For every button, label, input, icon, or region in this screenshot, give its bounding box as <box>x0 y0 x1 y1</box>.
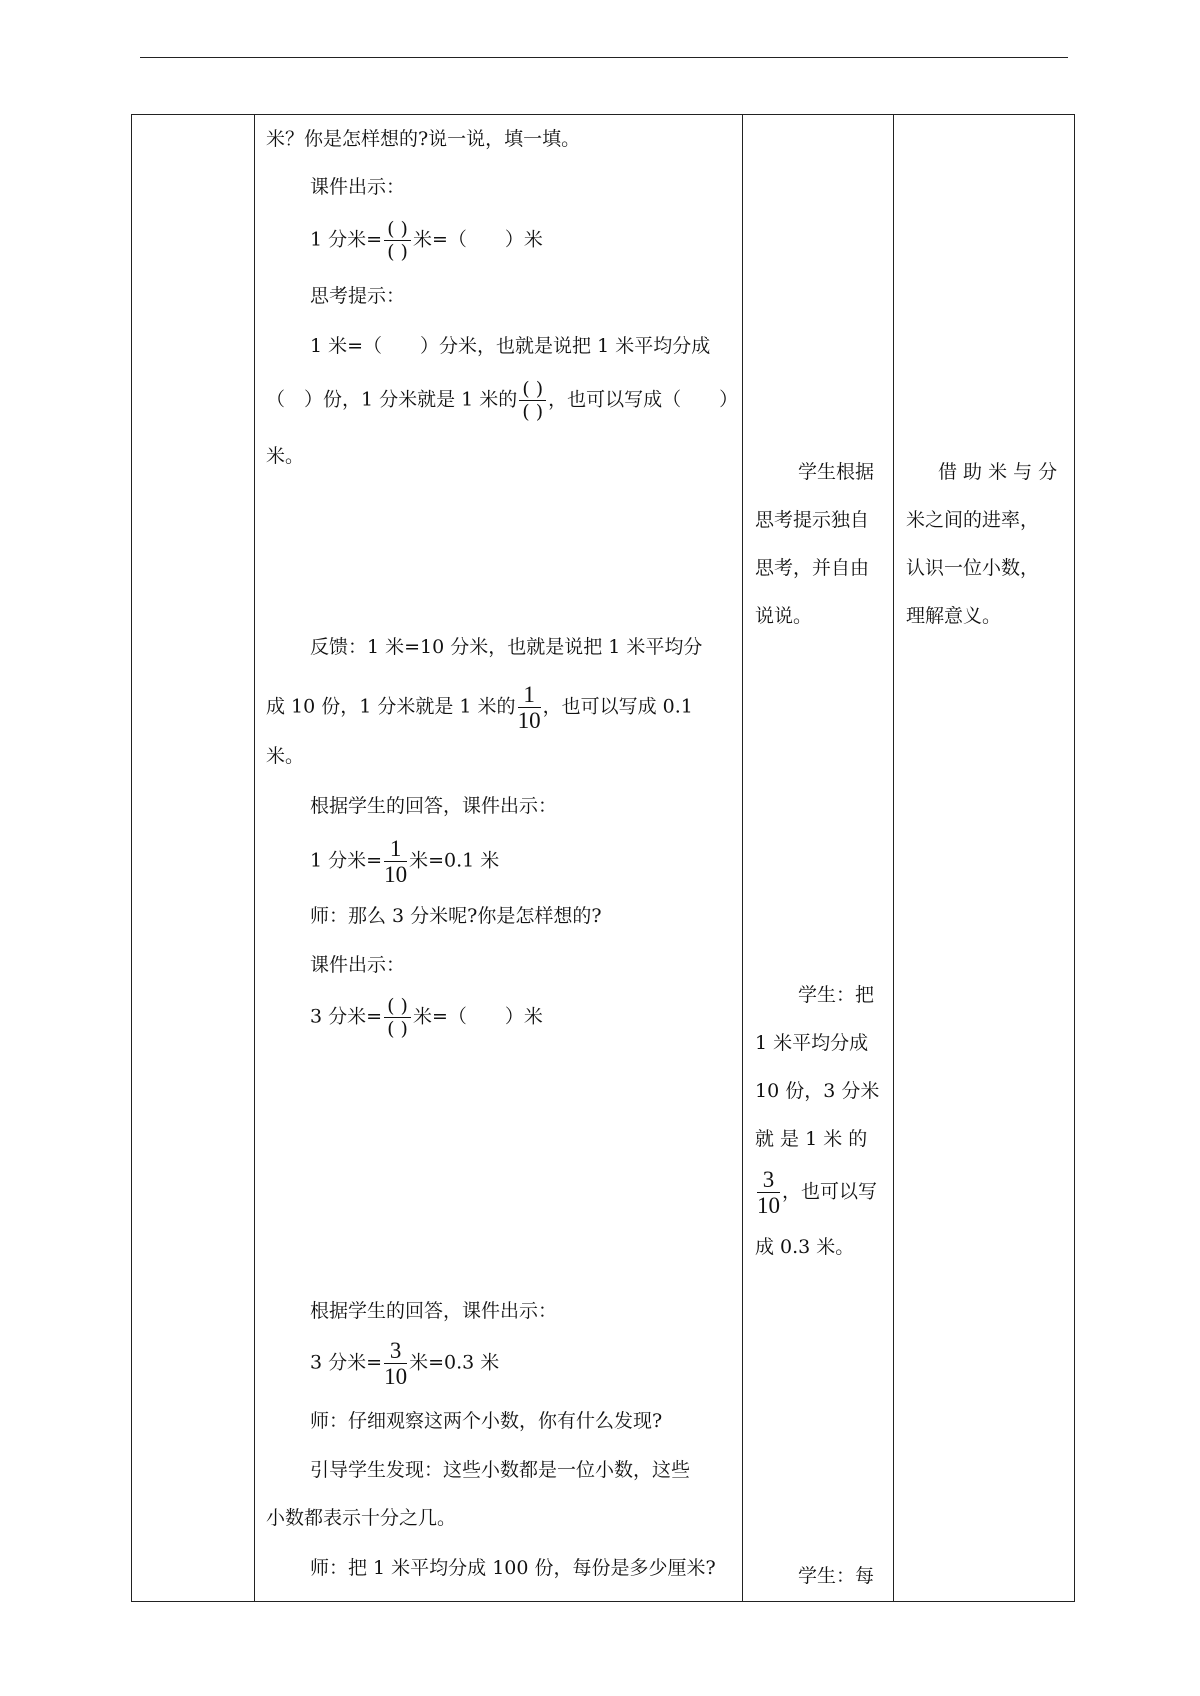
student-activity-b-2: 1 米平均分成 <box>755 1032 869 1054</box>
thinking-hint-label: 思考提示： <box>310 285 406 307</box>
thinking-hint-line-1: 1 米=（ ）分米，也就是说把 1 米平均分成 <box>310 335 711 357</box>
student-activity-b-4: 就 是 1 米 的 <box>755 1128 868 1150</box>
column-divider-1 <box>254 114 255 1602</box>
student-activity-a-2: 思考提示独自 <box>755 509 870 531</box>
teacher-question-3: 师：把 1 米平均分成 100 份，每份是多少厘米? <box>310 1557 716 1579</box>
student-activity-a-4: 说说。 <box>755 605 813 627</box>
feedback-line-1: 反馈：1 米=10 分米，也就是说把 1 米平均分 <box>310 636 703 658</box>
student-activity-b-5: $\frac{3}{10}$ ，也可以写 <box>757 1167 878 1218</box>
design-intent-4: 理解意义。 <box>906 605 1002 627</box>
design-intent-2: 米之间的进率， <box>906 509 1040 531</box>
equation-1: 1 分米= $\frac{( )}{( )}$ 米=（ ）米 <box>310 218 543 263</box>
equation-4: 3 分米= $\frac{3}{10}$ 米=0.3 米 <box>310 1338 500 1389</box>
based-on-answer-1: 根据学生的回答，课件出示： <box>310 795 558 817</box>
student-activity-a-1: 学生根据 <box>798 461 875 483</box>
design-intent-1: 借 助 米 与 分 <box>938 461 1058 483</box>
student-activity-c-1: 学生：每 <box>798 1565 875 1587</box>
intro-line: 米？你是怎样想的?说一说，填一填。 <box>266 128 581 150</box>
guide-line-2: 小数都表示十分之几。 <box>266 1507 457 1529</box>
student-activity-a-3: 思考，并自由 <box>755 557 870 579</box>
student-activity-b-6: 成 0.3 米。 <box>755 1236 855 1258</box>
column-divider-2 <box>742 114 743 1602</box>
courseware-label-2: 课件出示： <box>310 954 406 976</box>
feedback-line-3: 米。 <box>266 745 305 767</box>
courseware-label: 课件出示： <box>310 176 406 198</box>
thinking-hint-line-2: （ ）份，1 分米就是 1 米的 $\frac{( )}{( )}$ ，也可以写成（ ） <box>266 378 739 423</box>
student-activity-b-3: 10 份，3 分米 <box>755 1080 880 1102</box>
guide-line-1: 引导学生发现：这些小数都是一位小数，这些 <box>310 1459 691 1481</box>
equation-2: 1 分米= $\frac{1}{10}$ 米=0.1 米 <box>310 836 500 887</box>
equation-3: 3 分米= $\frac{( )}{( )}$ 米=（ ）米 <box>310 995 543 1040</box>
header-rule <box>140 57 1068 58</box>
teacher-question-1: 师：那么 3 分米呢?你是怎样想的? <box>310 905 602 927</box>
based-on-answer-2: 根据学生的回答，课件出示： <box>310 1300 558 1322</box>
design-intent-3: 认识一位小数， <box>906 557 1040 579</box>
thinking-hint-line-3: 米。 <box>266 445 305 467</box>
feedback-line-2: 成 10 份，1 分米就是 1 米的 $\frac{1}{10}$ ，也可以写成 0.1 <box>266 682 693 733</box>
column-divider-3 <box>893 114 894 1602</box>
student-activity-b-1: 学生：把 <box>798 984 875 1006</box>
teacher-question-2: 师：仔细观察这两个小数，你有什么发现? <box>310 1410 663 1432</box>
